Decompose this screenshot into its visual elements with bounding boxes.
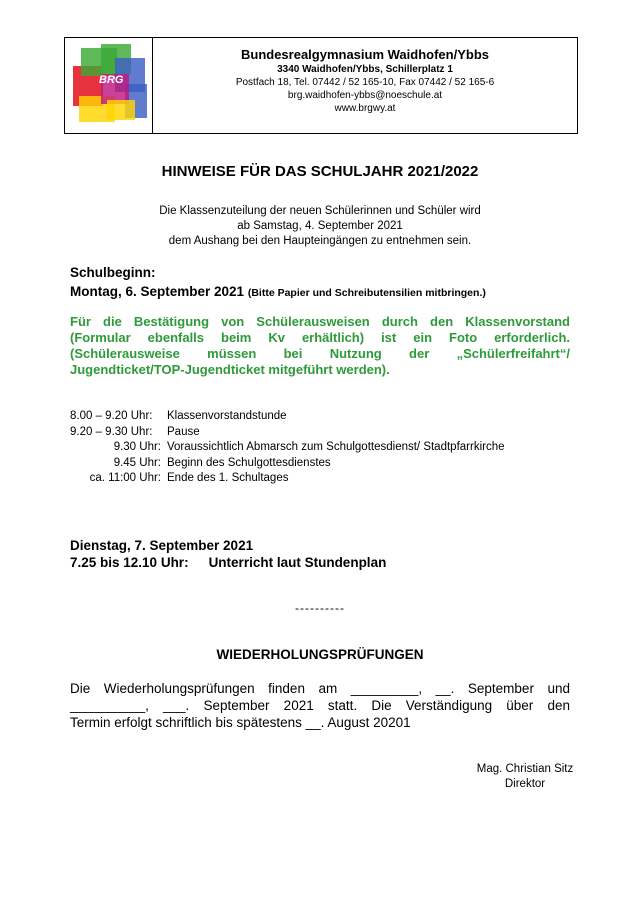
wiederholung-text bbox=[70, 680, 570, 731]
notice-line: Für die Bestätigung von Schülerausweisen durch den Klassenvorstand bbox=[70, 314, 570, 329]
tuesday-date: Dienstag, 7. September 2021 bbox=[70, 538, 254, 553]
schulbeginn-line bbox=[70, 284, 486, 299]
school-logo bbox=[71, 44, 151, 124]
intro-line: Die Klassenzuteilung der neuen Schülerinnen und Schüler wird bbox=[159, 205, 481, 217]
logo-lettering: BRG bbox=[99, 74, 124, 86]
schedule-time: 8.00 – 9.20 Uhr: bbox=[70, 410, 153, 422]
tuesday-desc: Unterricht laut Stundenplan bbox=[208, 555, 387, 570]
schedule-desc: Klassenvorstandstunde bbox=[167, 410, 287, 422]
school-contact: Postfach 18, Tel. 07442 / 52 165-10, Fax 07442 / 52 165-6 bbox=[235, 77, 495, 88]
schedule-time: 9.30 Uhr: bbox=[113, 441, 161, 453]
schulbeginn-note: (Bitte Papier und Schreibutensilien mitbringen.) bbox=[247, 287, 486, 299]
schedule bbox=[70, 409, 505, 487]
schedule-desc: Beginn des Schulgottesdienstes bbox=[167, 456, 331, 469]
signature-block bbox=[440, 762, 610, 792]
notice-line: (Schülerausweise müssen bei Nutzung der „Schülerfreifahrt“/ bbox=[70, 346, 570, 361]
schulbeginn-date: Montag, 6. September 2021 bbox=[70, 284, 245, 299]
tuesday-line bbox=[70, 555, 386, 570]
schedule-time: 9.20 – 9.30 Uhr: bbox=[70, 425, 153, 438]
school-address: 3340 Waidhofen/Ybbs, Schillerplatz 1 bbox=[277, 64, 453, 75]
schedule-desc: Pause bbox=[167, 425, 200, 438]
wiederholung-title: WIEDERHOLUNGSPRÜFUNGEN bbox=[216, 647, 424, 662]
notice-line: Jugendticket/TOP-Jugendticket mitgeführt werden). bbox=[70, 362, 390, 377]
school-website: www.brgwy.at bbox=[334, 103, 396, 114]
schedule-desc: Voraussichtlich Abmarsch zum Schulgottesdienst/ Stadtpfarrkirche bbox=[167, 441, 505, 453]
letterhead bbox=[64, 37, 578, 134]
school-name: Bundesrealgymnasium Waidhofen/Ybbs bbox=[240, 47, 489, 62]
separator: ---------- bbox=[295, 601, 345, 615]
schedule-row bbox=[70, 425, 505, 441]
wiederholung-line: Termin erfolgt schriftlich bis spätestens __. August 20201 bbox=[70, 715, 411, 730]
signature-name: Mag. Christian Sitz bbox=[476, 763, 574, 775]
schulbeginn-label: Schulbeginn: bbox=[70, 265, 156, 280]
schedule-row bbox=[70, 440, 505, 456]
document-title: HINWEISE FÜR DAS SCHULJAHR 2021/2022 bbox=[161, 163, 479, 180]
school-info bbox=[153, 46, 577, 115]
intro-text bbox=[0, 204, 640, 249]
wiederholung-line: __________, ___. September 2021 statt. Die Verständigung über den bbox=[70, 698, 570, 713]
schedule-row bbox=[70, 471, 505, 487]
schedule-row bbox=[70, 456, 505, 472]
schedule-time: ca. 11:00 Uhr: bbox=[89, 472, 161, 484]
signature-role: Direktor bbox=[504, 778, 546, 790]
school-email: brg.waidhofen-ybbs@noeschule.at bbox=[287, 90, 443, 101]
intro-line: ab Samstag, 4. September 2021 bbox=[237, 220, 403, 232]
logo-cell bbox=[65, 38, 153, 133]
schedule-time: 9.45 Uhr: bbox=[113, 456, 161, 469]
schedule-row bbox=[70, 409, 505, 425]
notice-line: (Formular ebenfalls beim Kv erhältlich) ist ein Foto erforderlich. bbox=[70, 330, 570, 345]
tuesday-time: 7.25 bis 12.10 Uhr: bbox=[70, 555, 189, 570]
schedule-desc: Ende des 1. Schultages bbox=[167, 472, 289, 484]
intro-line: dem Aushang bei den Haupteingängen zu entnehmen sein. bbox=[168, 235, 472, 247]
wiederholung-line: Die Wiederholungsprüfungen finden am _________, __. September und bbox=[70, 681, 570, 696]
photo-notice bbox=[70, 314, 570, 378]
